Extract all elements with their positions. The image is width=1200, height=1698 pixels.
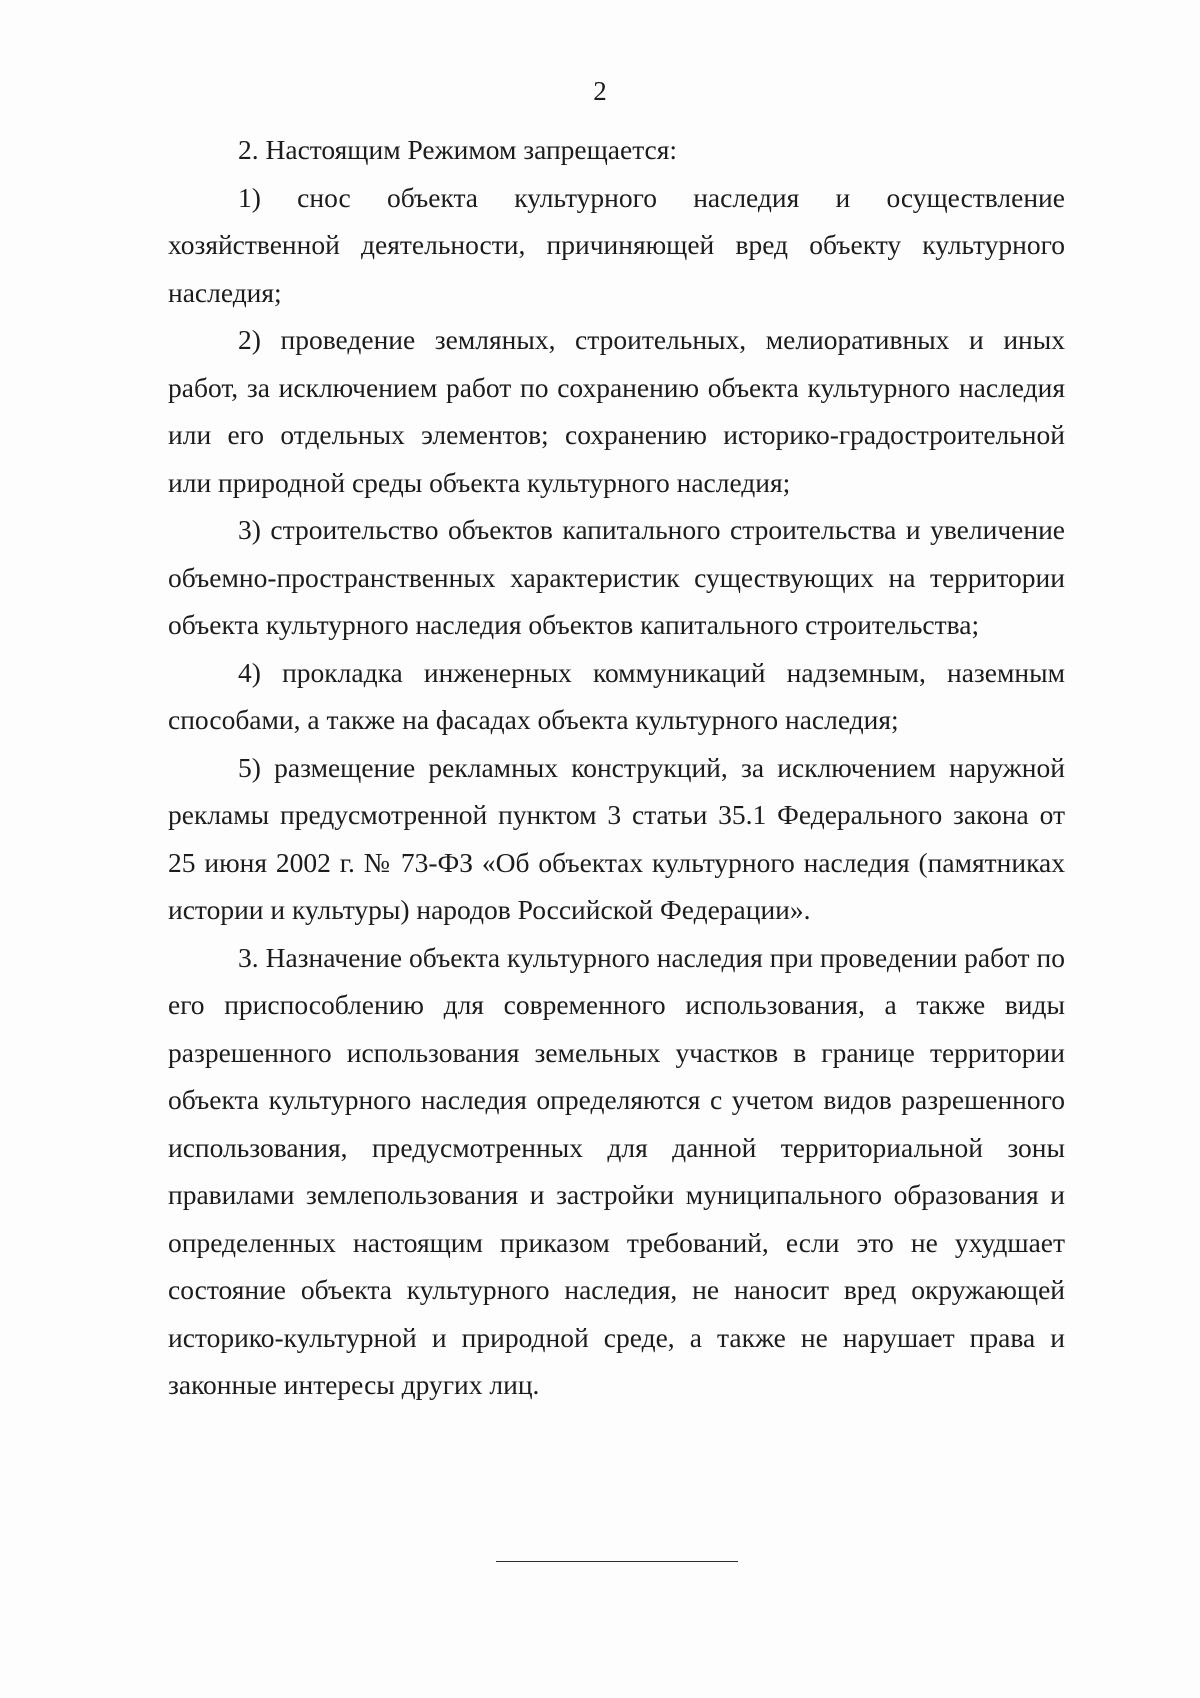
paragraph-item-1: 1) снос объекта культурного наследия и осуществление хозяйственной деятельности, причиняющей вред объекту культурного наследия; <box>168 181 1065 308</box>
paragraph-item-2: 2) проведение земляных, строительных, мелиоративных и иных работ, за исключением работ по сохранению объекта культурного наследия или его отдельных элементов; сохранению историко-градостроительной или природной среды объекта культурного наследия; <box>168 324 1065 498</box>
end-divider-line <box>496 1561 738 1562</box>
paragraph-section-3: 3. Назначение объекта культурного наследия при проведении работ по его приспособлению для современного использования, а также виды разрешенного использования земельных участков в границе территории объекта культурного наследия определяются с учетом видов разрешенного использования, предусмотренных для данной территориальной зоны правилами землепользования и застройки муниципального образования и определенных настоящим приказом требований, если это не ухудшает состояние объекта культурного наследия, не наносит вред окружающей историко-культурной и природной среде, а также не нарушает права и законные интересы других лиц. <box>168 941 1065 1400</box>
paragraph-item-5: 5) размещение рекламных конструкций, за исключением наружной рекламы предусмотренной пунктом 3 статьи 35.1 Федерального закона от 25 июня 2002 г. № 73-ФЗ «Об объектах культурного наследия (памятниках истории и культуры) народов Российской Федерации». <box>168 751 1065 925</box>
paragraph-item-3: 3) строительство объектов капитального строительства и увеличение объемно-пространственных характеристик существующих на территории объекта культурного наследия объектов капитального строительства; <box>168 514 1065 640</box>
document-body <box>168 126 1065 1409</box>
paragraph-item-4: 4) прокладка инженерных коммуникаций надземным, наземным способами, а также на фасадах объекта культурного наследия; <box>168 656 1065 735</box>
page-number: 2 <box>593 76 607 106</box>
paragraph-section-2: 2. Настоящим Режимом запрещается: <box>238 134 678 165</box>
